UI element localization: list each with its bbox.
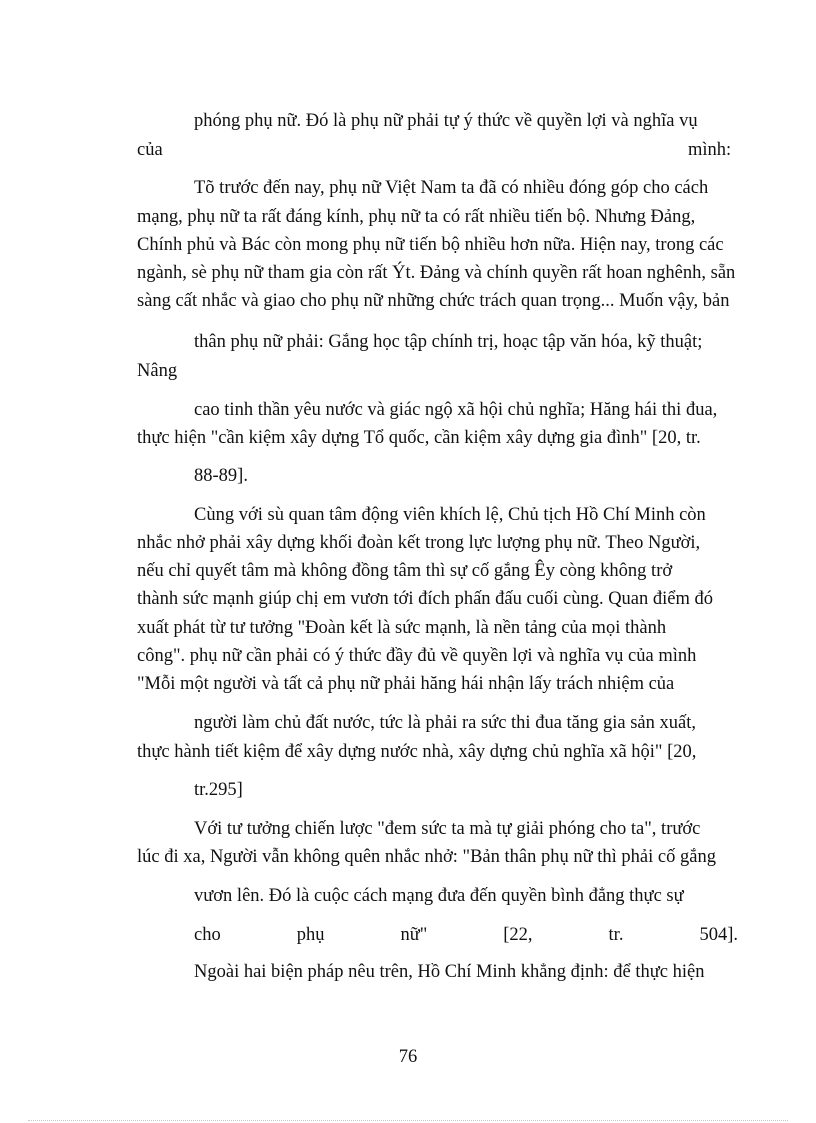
text-line: nếu chỉ quyết tâm mà không đồng tâm thì sự cố gắng Êy còng không trở	[137, 561, 673, 581]
text-line: sàng cất nhắc và giao cho phụ nữ những chức trách quan trọng... Muốn vậy, bản	[137, 291, 730, 311]
text-line: Cùng với sù quan tâm động viên khích lệ, Chủ tịch Hồ Chí Minh còn	[194, 505, 706, 525]
text-line: mạng, phụ nữ ta rất đáng kính, phụ nữ ta có rất nhiều tiến bộ. Nhưng Đảng,	[137, 207, 696, 227]
text-line: thực hiện "cần kiệm xây dựng Tổ quốc, cần kiệm xây dựng gia đình" [20, tr.	[137, 428, 701, 448]
text-line: ngành, sè phụ nữ tham gia còn rất Ýt. Đảng và chính quyền rất hoan nghênh, sẵn	[137, 263, 736, 283]
text-line: 88-89].	[194, 466, 248, 486]
text-line: vươn lên. Đó là cuộc cách mạng đưa đến quyền bình đẳng thực sự	[194, 886, 684, 906]
text-line: tr.295]	[194, 780, 243, 800]
text-line: Nâng	[137, 361, 178, 381]
text-line: lúc đi xa, Người vẫn không quên nhắc nhở: "Bản thân phụ nữ thì phải cố gắng	[137, 847, 716, 867]
text-line: mình:	[688, 140, 732, 160]
text-line: thực hành tiết kiệm để xây dựng nước nhà, xây dựng chủ nghĩa xã hội" [20,	[137, 742, 697, 762]
text-line: Tõ trước đến nay, phụ nữ Việt Nam ta đã có nhiều đóng góp cho cách	[194, 178, 709, 198]
text-line: phóng phụ nữ. Đó là phụ nữ phải tự ý thức về quyền lợi và nghĩa vụ	[194, 111, 698, 131]
text-line: Ngoài hai biện pháp nêu trên, Hồ Chí Minh khẳng định: để thực hiện	[194, 962, 705, 982]
text-line: của	[137, 140, 163, 160]
text-line: người làm chủ đất nước, tức là phải ra sức thi đua tăng gia sản xuất,	[194, 713, 696, 733]
text-line: thành sức mạnh giúp chị em vươn tới đích phấn đấu cuối cùng. Quan điểm đó	[137, 589, 714, 609]
word: [22,	[503, 925, 533, 945]
text-line: xuất phát từ tư tưởng "Đoàn kết là sức mạnh, là nền tảng của mọi thành	[137, 618, 667, 638]
page-number: 76	[398, 1047, 418, 1067]
text-line: "Mỗi một người và tất cả phụ nữ phải hăng hái nhận lấy trách nhiệm của	[137, 674, 675, 694]
word: nữ"	[400, 925, 428, 945]
text-line: công". phụ nữ cần phải có ý thức đầy đủ về quyền lợi và nghĩa vụ của mình	[137, 646, 697, 666]
text-line: thân phụ nữ phải: Gắng học tập chính trị, hoạc tập văn hóa, kỹ thuật;	[194, 332, 703, 352]
text-line: cao tinh thần yêu nước và giác ngộ xã hội chủ nghĩa; Hăng hái thi đua,	[194, 400, 718, 420]
word: cho	[194, 925, 221, 945]
text-line: nhắc nhở phải xây dựng khối đoàn kết trong lực lượng phụ nữ. Theo Người,	[137, 533, 701, 553]
text-line: Với tư tưởng chiến lược "đem sức ta mà tự giải phóng cho ta", trước	[194, 819, 701, 839]
word: tr.	[608, 925, 624, 945]
text-line: Chính phủ và Bác còn mong phụ nữ tiến bộ nhiều hơn nữa. Hiện nay, trong các	[137, 235, 724, 255]
justified-text-line	[194, 921, 738, 949]
word: phụ	[296, 925, 325, 945]
word: 504].	[699, 925, 738, 945]
bottom-rule	[28, 1120, 788, 1121]
